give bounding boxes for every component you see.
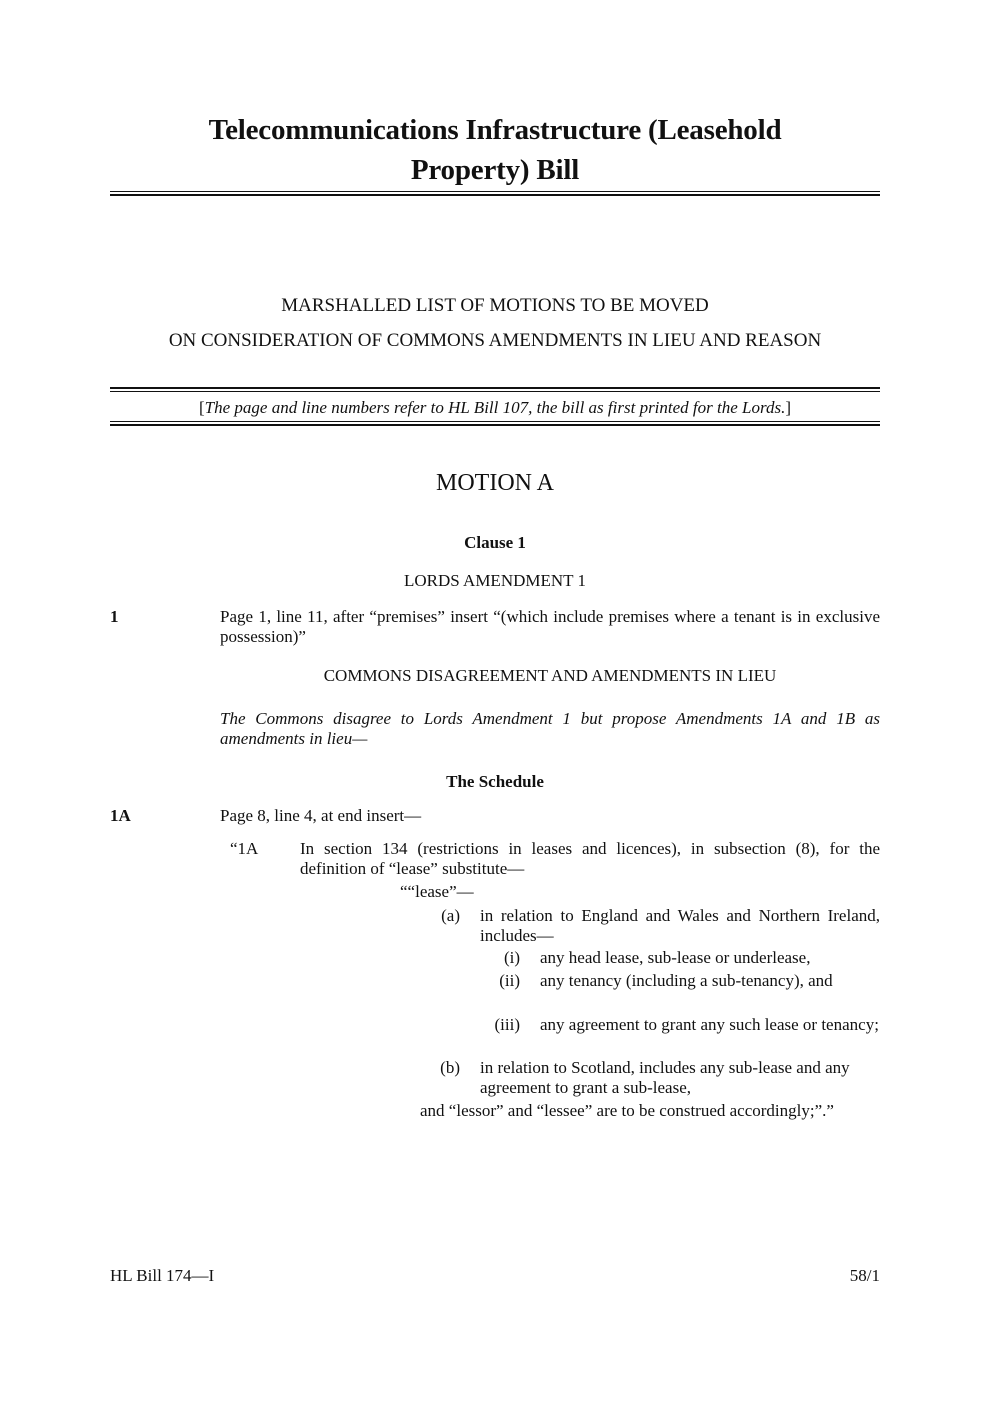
item-a-label: (a) [441,906,460,925]
note-open-bracket: [ [198,398,205,417]
item-a-text: in relation to England and Wales and Northern Ireland, includes— [480,906,880,945]
note-close-bracket: ] [785,398,792,417]
inserted-paragraph-label: “1A [230,839,259,858]
schedule-heading: The Schedule [446,772,544,791]
note-rule-top-thin [110,391,880,392]
note-rule-bottom-thin [110,421,880,422]
footer-bill-reference: HL Bill 174—I [110,1266,215,1285]
definition-closing: and “lessor” and “lessee” are to be construed accordingly;”.” [420,1101,834,1120]
bill-title-line-1: Telecommunications Infrastructure (Leasehold [208,114,782,146]
subheading-line-2: ON CONSIDERATION OF COMMONS AMENDMENTS IN LIEU AND REASON [168,330,822,351]
motion-title: MOTION A [436,470,554,496]
subitem-i-label: (i) [503,948,520,967]
footer-page-reference: 58/1 [849,1266,880,1285]
note-rule-top-thick [110,387,880,389]
subheading-line-1: MARSHALLED LIST OF MOTIONS TO BE MOVED [281,295,709,316]
note-text: The page and line numbers refer to HL Bill 107, the bill as first printed for the Lords. [204,398,786,417]
amendment-1A-instruction: Page 8, line 4, at end insert— [220,806,422,825]
lords-amendment-text: Page 1, line 11, after “premises” insert “(which include premises where a tenant is in exclusive possession)” [220,607,880,646]
item-b-label: (b) [440,1058,460,1077]
subitem-i-text: any head lease, sub-lease or underlease, [540,948,811,967]
inserted-paragraph-text: In section 134 (restrictions in leases and licences), in subsection (8), for the definition of “lease” substitute— [300,839,880,878]
commons-statement: The Commons disagree to Lords Amendment 1 but propose Amendments 1A and 1B as amendments in lieu— [220,709,880,748]
lords-amendment-heading: LORDS AMENDMENT 1 [404,571,586,590]
title-rule-thick [110,194,880,196]
subitem-ii-label: (ii) [499,971,520,990]
subitem-ii-text: any tenancy (including a sub-tenancy), and [540,971,833,990]
amendment-number-1: 1 [110,607,119,626]
reference-note [110,397,880,419]
amendment-number-1A: 1A [110,806,131,825]
bill-title-line-2: Property) Bill [410,154,580,186]
bill-title [110,110,880,190]
item-b-text: in relation to Scotland, includes any sub-lease and any agreement to grant a sub-lease, [480,1058,850,1097]
note-rule-bottom-thick [110,424,880,426]
subitem-iii-text: any agreement to grant any such lease or tenancy; [540,1015,879,1034]
commons-heading: COMMONS DISAGREEMENT AND AMENDMENTS IN LIEU [323,666,777,685]
definition-term: ““lease”— [400,882,474,901]
subitem-iii-label: (iii) [494,1015,520,1034]
title-rule-thin [110,191,880,192]
clause-heading: Clause 1 [464,533,526,552]
